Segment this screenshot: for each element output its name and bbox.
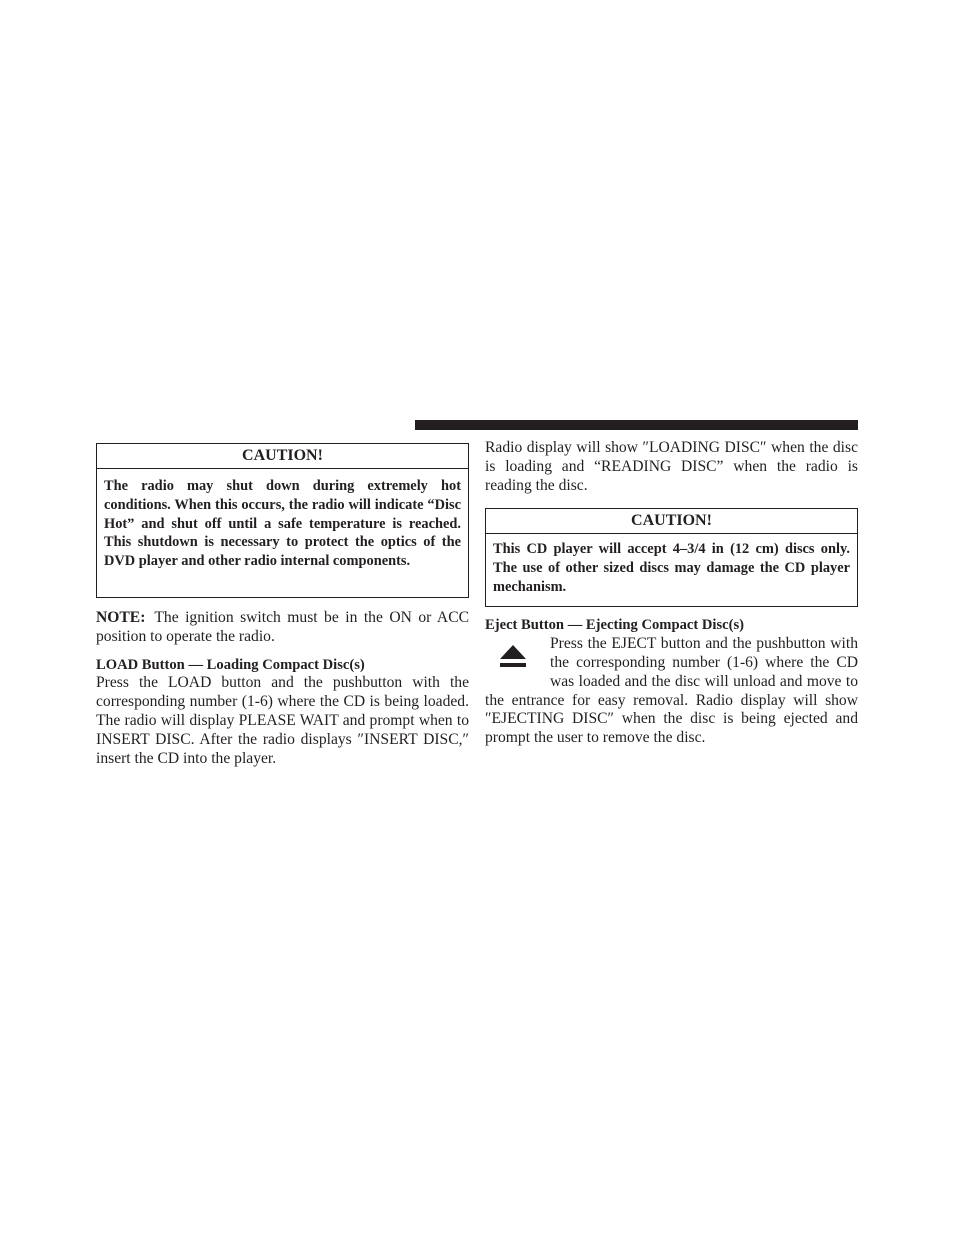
eject-icon: [485, 635, 537, 691]
eject-section: [485, 635, 858, 748]
caution-box: [96, 443, 469, 598]
caution-title: CAUTION!: [97, 444, 468, 469]
caution-text: The radio may shut down during extremely hot conditions. When this occurs, the radio will indicate “Disc Hot” and shut off until a safe temperature is reached. This shutdown is necessary to protect the optics of the DVD player and other radio internal components.: [104, 478, 461, 570]
note-label: NOTE:: [96, 609, 146, 626]
note-paragraph: [96, 609, 469, 647]
caution-text: This CD player will accept 4–3/4 in (12 cm) discs only. The use of other sized discs may damage the CD player mechanism.: [493, 541, 850, 595]
radio-display-text: Radio display will show ″LOADING DISC″ when the disc is loading and “READING DISC” when the radio is reading the disc.: [485, 439, 858, 494]
load-text: Press the LOAD button and the pushbutton with the corresponding number (1-6) where the CD is being loaded. The radio will display PLEASE WAIT and prompt when to INSERT DISC. After the radio displays ″INSERT DISC,″ insert the CD into the player.: [96, 674, 469, 767]
caution-title: CAUTION!: [486, 509, 857, 534]
right-column: [485, 439, 858, 748]
header-rule: [415, 420, 858, 430]
note-text: The ignition switch must be in the ON or ACC position to operate the radio.: [96, 609, 469, 645]
load-heading: LOAD Button — Loading Compact Disc(s): [96, 656, 365, 673]
eject-heading: Eject Button — Ejecting Compact Disc(s): [485, 617, 744, 634]
caution-box-cd: [485, 508, 858, 607]
eject-text: Press the EJECT button and the pushbutton with the corresponding number (1-6) where the CD was loaded and the disc will unload and move to the entrance for easy removal. Radio display will show ″EJECTING DISC″ when the disc is being ejected and prompt the user to remove the disc.: [485, 635, 858, 747]
left-column: [96, 443, 469, 768]
